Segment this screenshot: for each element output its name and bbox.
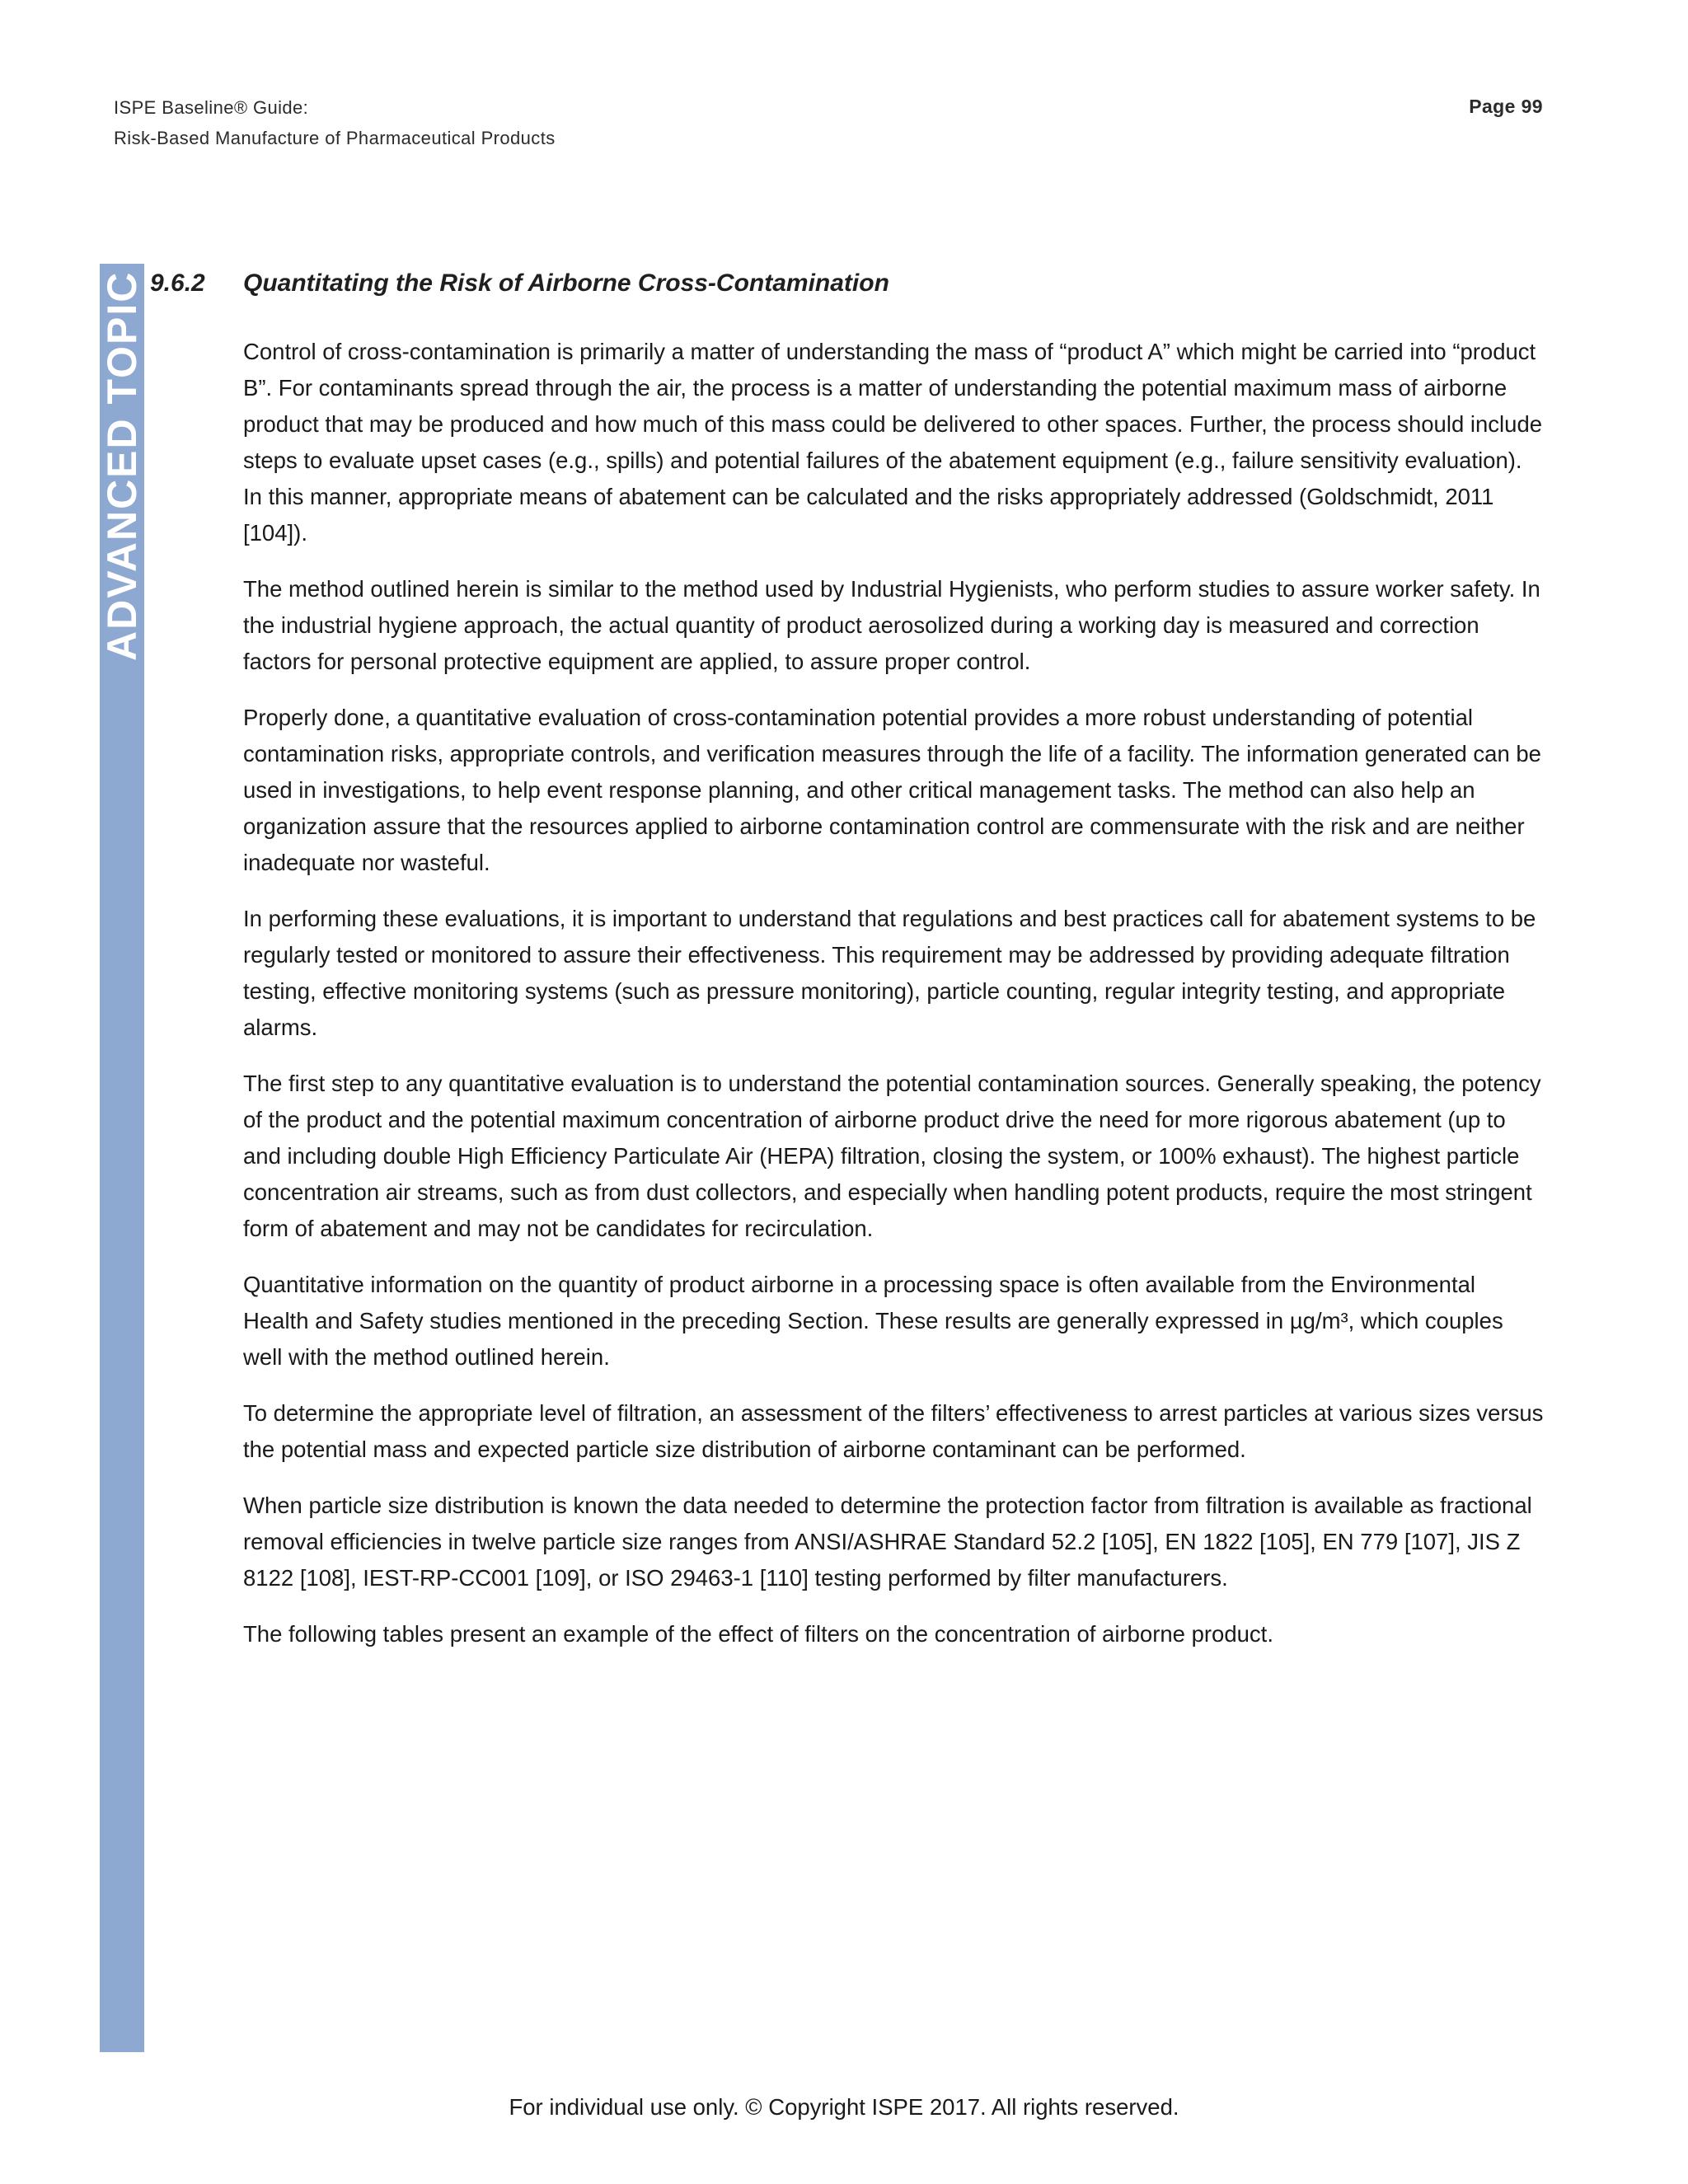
page-number: Page 99 [1469,96,1543,117]
advanced-topic-label: ADVANCED TOPIC [99,270,145,661]
copyright-footer: For individual use only. © Copyright ISPE 2017. All rights reserved. [509,2094,1179,2120]
paragraph: When particle size distribution is known the data needed to determine the protection factor from filtration is available as fractional removal efficiencies in twelve particle size ranges from ANSI/ASHRAE Standard 52.2 [105], EN 1822 [105], EN 779 [107], JIS Z 8122 [108], IEST-RP-CC001 [109], or ISO 29463-1 [110] testing performed by filter manufacturers. [243,1493,1532,1591]
paragraph: The method outlined herein is similar to the method used by Industrial Hygienists, who perform studies to assure worker safety. In the industrial hygiene approach, the actual quantity of product aerosolized during a working day is measured and correction factors for personal protective equipment are applied, to assure proper control. [243,576,1540,674]
paragraph: In performing these evaluations, it is important to understand that regulations and best practices call for abatement systems to be regularly tested or monitored to assure their effectiveness. This requirement may be addressed by providing adequate filtration testing, effective monitoring systems (such as pressure monitoring), particle counting, regular integrity testing, and appropriate alarms. [243,906,1536,1040]
section-number: 9.6.2 [150,269,205,297]
advanced-topic-band [100,264,144,2052]
paragraph: To determine the appropriate level of filtration, an assessment of the filters’ effectiveness to arrest particles at various sizes versus the potential mass and expected particle size distribution of airborne contaminant can be performed. [243,1400,1544,1462]
body-copy [243,334,1544,1672]
paragraph: The following tables present an example of the effect of filters on the concentration of airborne product. [243,1621,1273,1647]
paragraph: The first step to any quantitative evaluation is to understand the potential contamination sources. Generally speaking, the potency of the product and the potential maximum concentration of airborne product drive the need for more rigorous abatement (up to and including double High Efficiency Particulate Air (HEPA) filtration, closing the system, or 100% exhaust). The highest particle concentration air streams, such as from dust collectors, and especially when handling potent products, require the most stringent form of abatement and may not be candidates for recirculation. [243,1071,1541,1241]
paragraph: Control of cross-contamination is primarily a matter of understanding the mass of “product A” which might be carried into “product B”. For contaminants spread through the air, the process is a matter of understanding the potential maximum mass of airborne product that may be produced and how much of this mass could be delivered to other spaces. Further, the process should include steps to evaluate upset cases (e.g., spills) and potential failures of the abatement equipment (e.g., failure sensitivity evaluation). In this manner, appropriate means of abatement can be calculated and the risks appropriately addressed (Goldschmidt, 2011 [104]). [243,339,1543,546]
paragraph: Quantitative information on the quantity of product airborne in a processing space is often available from the Environmental Health and Safety studies mentioned in the preceding Section. These results are generally expressed in µg/m³, which couples well with the method outlined herein. [243,1272,1503,1370]
header-guide-subtitle: Risk-Based Manufacture of Pharmaceutical Products [114,128,556,148]
header-guide-title: ISPE Baseline® Guide: [114,97,309,118]
document-header [114,92,556,153]
paragraph: Properly done, a quantitative evaluation of cross-contamination potential provides a more robust understanding of potential contamination risks, appropriate controls, and verification measures through the life of a facility. The information generated can be used in investigations, to help event response planning, and other critical management tasks. The method can also help an organization assure that the resources applied to airborne contamination control are commensurate with the risk and are neither inadequate nor wasteful. [243,705,1541,875]
section-title: Quantitating the Risk of Airborne Cross-Contamination [243,269,889,297]
